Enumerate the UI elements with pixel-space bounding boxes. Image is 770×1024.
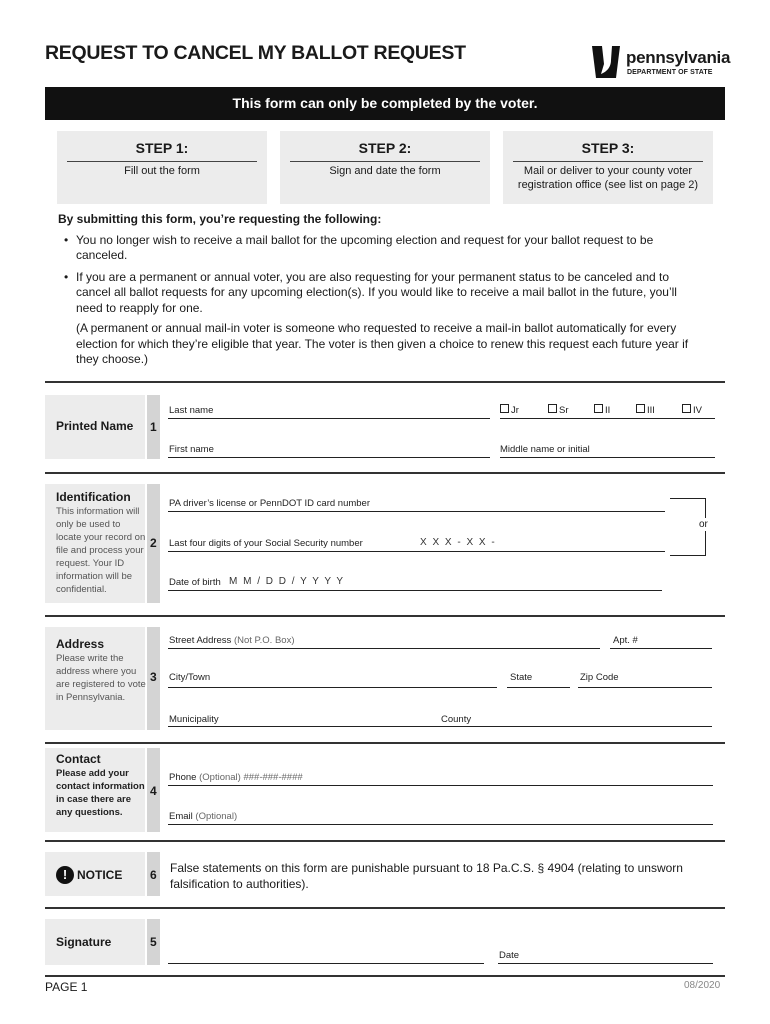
address-section-note: Please write the address where you are registered to vote in Pennsylvania. xyxy=(56,653,146,703)
state-label: State xyxy=(510,672,533,683)
section-number: 5 xyxy=(150,935,157,949)
keystone-icon xyxy=(590,44,622,80)
date-label: Date xyxy=(499,950,520,961)
form-date-code: 08/2020 xyxy=(684,980,721,991)
contact-section-label xyxy=(45,748,145,832)
date-field[interactable] xyxy=(498,963,713,964)
step-2-title: STEP 2: xyxy=(290,140,480,162)
section-number: 3 xyxy=(150,670,157,684)
name-section-title: Printed Name xyxy=(56,419,134,433)
identification-section-label xyxy=(45,484,145,603)
dob-label: Date of birth xyxy=(169,577,221,588)
suffix-jr-checkbox[interactable] xyxy=(500,404,509,413)
suffix-jr-label: Jr xyxy=(511,405,519,416)
section-divider xyxy=(45,742,725,744)
suffix-ii-label: II xyxy=(605,405,611,416)
intro-bullet: • You no longer wish to receive a mail ballot for the upcoming election and request for your ballot request to be canceled. xyxy=(76,233,698,264)
form-title: REQUEST TO CANCEL MY BALLOT REQUEST xyxy=(45,42,466,64)
suffix-iv-checkbox[interactable] xyxy=(682,404,691,413)
suffix-iv-label: IV xyxy=(693,405,702,416)
step-2 xyxy=(280,131,490,204)
phone-field[interactable] xyxy=(168,785,713,786)
step-2-desc: Sign and date the form xyxy=(329,165,441,177)
municipality-label: Municipality xyxy=(169,714,219,725)
alert-icon: ! xyxy=(56,866,74,884)
ssn-field[interactable] xyxy=(168,551,665,552)
first-name-field[interactable] xyxy=(168,457,490,458)
phone-label: Phone (Optional) ###-###-#### xyxy=(169,772,303,783)
zip-label: Zip Code xyxy=(580,672,619,683)
step-3 xyxy=(503,131,713,204)
contact-section-note: Please add your contact information in case there are any questions. xyxy=(56,768,145,818)
name-section-label xyxy=(45,395,145,459)
voter-only-banner: This form can only be completed by the voter. xyxy=(45,87,725,120)
section-divider xyxy=(45,472,725,474)
street-label: Street Address (Not P.O. Box) xyxy=(169,635,295,646)
section-number: 1 xyxy=(150,420,157,434)
last-name-field[interactable] xyxy=(168,418,490,419)
step-1-title: STEP 1: xyxy=(67,140,257,162)
email-label: Email (Optional) xyxy=(169,811,238,822)
apt-label: Apt. # xyxy=(613,635,638,646)
section-number: 6 xyxy=(150,868,157,882)
zip-field[interactable] xyxy=(578,687,712,688)
section-divider xyxy=(45,615,725,617)
signature-field[interactable] xyxy=(168,963,484,964)
intro-bullet: • If you are a permanent or annual voter, you are also requesting for your permanent status to be canceled and to cancel all ballot requests for any upcoming election(s). If you would like to receive a mail ballot in the future, you’ll need to reapply for one. xyxy=(76,270,698,317)
suffix-sr-checkbox[interactable] xyxy=(548,404,557,413)
suffix-ii-checkbox[interactable] xyxy=(594,404,603,413)
intro-text xyxy=(58,212,698,368)
step-1 xyxy=(57,131,267,204)
intro-note: (A permanent or annual mail-in voter is someone who requested to receive a mail-in ballot automatically for every election for which they’re eligible that year. The voter is then given a choice to renew this request each future year if they choose.) xyxy=(76,321,689,366)
contact-section-title: Contact xyxy=(56,752,101,766)
state-field[interactable] xyxy=(507,687,570,688)
signature-section-title: Signature xyxy=(56,935,112,949)
step-1-desc: Fill out the form xyxy=(124,165,200,177)
signature-section-label xyxy=(45,919,145,965)
identification-section-title: Identification xyxy=(56,490,131,504)
step-3-desc: Mail or deliver to your county voter registration office (see list on page 2) xyxy=(517,165,699,191)
or-label: or xyxy=(699,519,708,530)
apt-field[interactable] xyxy=(610,648,712,649)
last-name-label: Last name xyxy=(169,405,214,416)
identification-section-note: This information will only be used to locate your record on file and process your request. Your ID information will be confidential. xyxy=(56,506,146,595)
notice-text: False statements on this form are punishable pursuant to 18 Pa.C.S. § 4904 (relating to unsworn falsification to authorities). xyxy=(170,861,683,891)
page-number: PAGE 1 xyxy=(45,980,88,994)
dob-mask: M M / D D / Y Y Y Y xyxy=(229,576,345,587)
ssn-label: Last four digits of your Social Security number xyxy=(169,538,363,549)
middle-name-field[interactable] xyxy=(500,457,715,458)
step-3-title: STEP 3: xyxy=(513,140,703,162)
county-label: County xyxy=(441,714,472,725)
pennsylvania-logo xyxy=(590,44,740,84)
logo-name: pennsylvania xyxy=(626,48,731,67)
section-number: 4 xyxy=(150,784,157,798)
municipality-county-field[interactable] xyxy=(168,726,712,727)
street-field[interactable] xyxy=(168,648,600,649)
section-number: 2 xyxy=(150,536,157,550)
address-section-title: Address xyxy=(56,637,105,651)
license-field[interactable] xyxy=(168,511,665,512)
notice-title: NOTICE xyxy=(77,868,123,882)
address-section-label xyxy=(45,627,145,730)
section-divider xyxy=(45,840,725,842)
ssn-mask: X X X - X X - xyxy=(420,537,497,548)
intro-lead: By submitting this form, you’re requesting the following: xyxy=(58,212,382,226)
city-field[interactable] xyxy=(168,687,497,688)
logo-department: DEPARTMENT OF STATE xyxy=(627,69,713,76)
suffix-iii-checkbox[interactable] xyxy=(636,404,645,413)
suffix-iii-label: III xyxy=(647,405,655,416)
suffix-sr-label: Sr xyxy=(559,405,569,416)
city-label: City/Town xyxy=(169,672,211,683)
suffix-line xyxy=(500,418,715,419)
section-divider xyxy=(45,381,725,383)
footer-divider xyxy=(45,975,725,977)
first-name-label: First name xyxy=(169,444,214,455)
middle-name-label: Middle name or initial xyxy=(500,444,590,455)
license-label: PA driver’s license or PennDOT ID card number xyxy=(169,498,370,509)
dob-field[interactable] xyxy=(168,590,662,591)
section-divider xyxy=(45,907,725,909)
email-field[interactable] xyxy=(168,824,713,825)
